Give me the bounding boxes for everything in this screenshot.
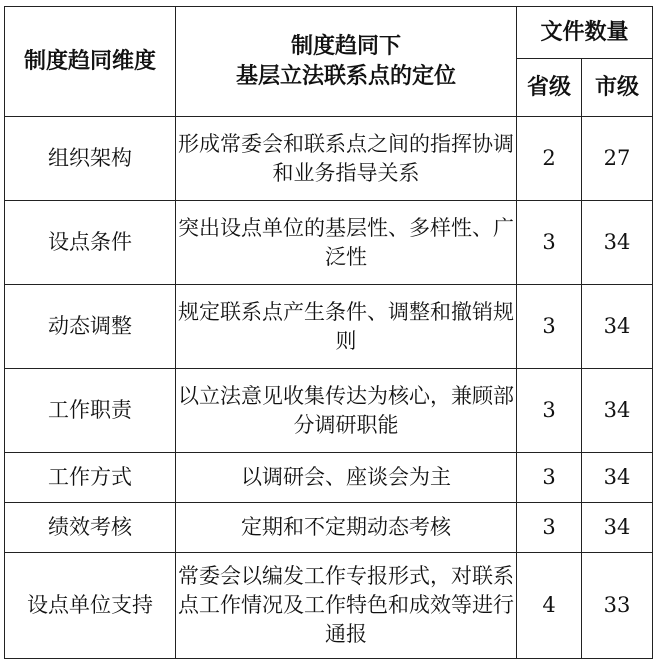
- policy-table: [4, 6, 653, 659]
- table-row: [5, 201, 653, 285]
- header-row: [5, 7, 653, 59]
- cell-provincial: 3: [517, 285, 582, 369]
- cell-municipal: 34: [582, 369, 653, 453]
- cell-positioning: 定期和不定期动态考核: [176, 503, 517, 553]
- header-positioning-line2: 基层立法联系点的定位: [235, 63, 456, 89]
- header-provincial: 省级: [517, 59, 582, 117]
- cell-provincial: 3: [517, 201, 582, 285]
- cell-dimension: 组织架构: [5, 117, 176, 201]
- table-row: [5, 553, 653, 659]
- table-row: [5, 285, 653, 369]
- cell-municipal: 34: [582, 503, 653, 553]
- cell-municipal: 34: [582, 453, 653, 503]
- cell-dimension: 工作职责: [5, 369, 176, 453]
- header-municipal: 市级: [582, 59, 653, 117]
- cell-dimension: 设点单位支持: [5, 553, 176, 659]
- cell-dimension: 动态调整: [5, 285, 176, 369]
- cell-dimension: 设点条件: [5, 201, 176, 285]
- cell-provincial: 4: [517, 553, 582, 659]
- cell-positioning: 以立法意见收集传达为核心，兼顾部分调研职能: [176, 369, 517, 453]
- cell-provincial: 3: [517, 369, 582, 453]
- cell-municipal: 33: [582, 553, 653, 659]
- header-file-count: 文件数量: [517, 7, 653, 59]
- table-row: [5, 453, 653, 503]
- cell-municipal: 34: [582, 285, 653, 369]
- cell-positioning: 常委会以编发工作专报形式，对联系点工作情况及工作特色和成效等进行通报: [176, 553, 517, 659]
- header-positioning-line1: 制度趋同下: [290, 33, 401, 59]
- cell-dimension: 工作方式: [5, 453, 176, 503]
- table-row: [5, 503, 653, 553]
- cell-positioning: 突出设点单位的基层性、多样性、广泛性: [176, 201, 517, 285]
- table-row: [5, 369, 653, 453]
- cell-positioning: 以调研会、座谈会为主: [176, 453, 517, 503]
- cell-municipal: 27: [582, 117, 653, 201]
- header-positioning: [176, 7, 517, 117]
- cell-dimension: 绩效考核: [5, 503, 176, 553]
- cell-provincial: 3: [517, 503, 582, 553]
- header-dimension: 制度趋同维度: [5, 7, 176, 117]
- cell-municipal: 34: [582, 201, 653, 285]
- cell-provincial: 3: [517, 453, 582, 503]
- cell-positioning: 形成常委会和联系点之间的指挥协调和业务指导关系: [176, 117, 517, 201]
- cell-provincial: 2: [517, 117, 582, 201]
- table-row: [5, 117, 653, 201]
- cell-positioning: 规定联系点产生条件、调整和撤销规则: [176, 285, 517, 369]
